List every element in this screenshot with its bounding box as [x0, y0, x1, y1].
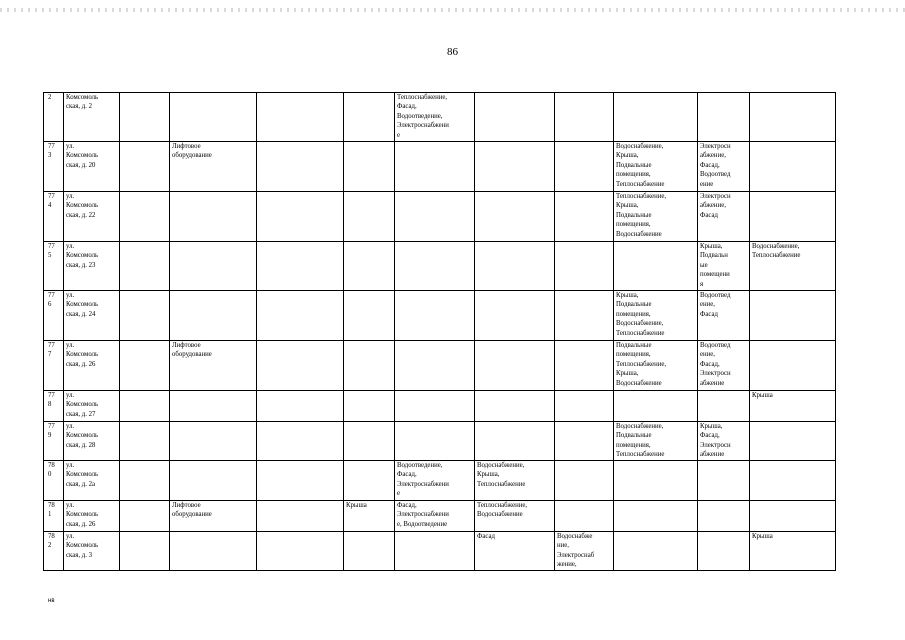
address-cell: ул. Комсомоль ская, д. 22 [64, 192, 120, 242]
work-type-cell [120, 341, 170, 391]
work-type-cell [614, 501, 698, 532]
work-type-cell: Водоснабжение, Подвальные помещения, Теплоснабжение [614, 422, 698, 461]
scan-artifact-line [0, 8, 905, 12]
work-type-cell [614, 532, 698, 571]
work-type-cell [170, 391, 257, 422]
work-type-cell: Теплоснабжение, Водоснабжение [475, 501, 555, 532]
work-type-cell [750, 422, 836, 461]
work-type-cell: Водоотвед ение, Фасад [698, 291, 750, 341]
address-cell: ул. Комсомоль ская, д. 24 [64, 291, 120, 341]
work-type-cell [120, 391, 170, 422]
work-type-cell [614, 391, 698, 422]
works-table [43, 92, 836, 571]
address-cell: ул. Комсомоль ская, д. 3 [64, 532, 120, 571]
address-cell: ул. Комсомоль ская, д. 26 [64, 341, 120, 391]
work-type-cell [344, 422, 395, 461]
work-type-cell [120, 242, 170, 291]
work-type-cell [344, 142, 395, 192]
work-type-cell [555, 461, 614, 501]
table-row [44, 461, 836, 501]
work-type-cell [475, 391, 555, 422]
work-type-cell [555, 192, 614, 242]
work-type-cell [614, 242, 698, 291]
work-type-cell [555, 291, 614, 341]
work-type-cell: Крыша, Фасад, Электросн абжение [698, 422, 750, 461]
work-type-cell: Лифтовое оборудование [170, 142, 257, 192]
work-type-cell [170, 93, 257, 142]
row-number-cell: 77 8 [44, 391, 64, 422]
work-type-cell [750, 291, 836, 341]
work-type-cell [614, 93, 698, 142]
row-number-cell: 77 3 [44, 142, 64, 192]
table-row [44, 291, 836, 341]
row-number-cell: 77 9 [44, 422, 64, 461]
work-type-cell: Крыша [750, 391, 836, 422]
table-row [44, 192, 836, 242]
work-type-cell: Теплоснабжение, Фасад, Водоотведение, Электроснабжени е [395, 93, 475, 142]
work-type-cell [395, 391, 475, 422]
work-type-cell [475, 242, 555, 291]
work-type-cell [750, 93, 836, 142]
work-type-cell: Лифтовое оборудование [170, 501, 257, 532]
row-number-cell: 2 [44, 93, 64, 142]
work-type-cell [344, 242, 395, 291]
row-number-cell: 78 0 [44, 461, 64, 501]
work-type-cell: Крыша, Подвальные помещения, Водоснабжение, Теплоснабжение [614, 291, 698, 341]
work-type-cell: Крыша, Подвальн ые помещени я [698, 242, 750, 291]
work-type-cell [344, 461, 395, 501]
work-type-cell [750, 192, 836, 242]
table-row [44, 93, 836, 142]
work-type-cell [395, 422, 475, 461]
work-type-cell [395, 242, 475, 291]
work-type-cell [120, 501, 170, 532]
work-type-cell [170, 422, 257, 461]
work-type-cell [475, 422, 555, 461]
work-type-cell [475, 341, 555, 391]
work-type-cell [698, 461, 750, 501]
table-row [44, 422, 836, 461]
work-type-cell: Теплоснабжение, Крыша, Подвальные помещения, Водоснабжение [614, 192, 698, 242]
work-type-cell [257, 142, 344, 192]
work-type-cell [120, 422, 170, 461]
work-type-cell [120, 142, 170, 192]
work-type-cell: Водоснабжение, Крыша, Теплоснабжение [475, 461, 555, 501]
work-type-cell [344, 341, 395, 391]
work-type-cell: Лифтовое оборудование [170, 341, 257, 391]
page-number: 86 [447, 46, 458, 58]
work-type-cell [555, 501, 614, 532]
work-type-cell [750, 142, 836, 192]
work-type-cell [555, 242, 614, 291]
work-type-cell: Электросн абжение, Фасад [698, 192, 750, 242]
work-type-cell [344, 391, 395, 422]
work-type-cell [257, 501, 344, 532]
row-number-cell: 78 2 [44, 532, 64, 571]
work-type-cell: Фасад, Электроснабжени е, Водоотведение [395, 501, 475, 532]
address-cell: ул. Комсомоль ская, д. 23 [64, 242, 120, 291]
work-type-cell [475, 291, 555, 341]
work-type-cell [257, 422, 344, 461]
work-type-cell [750, 341, 836, 391]
address-cell: ул. Комсомоль ская, д. 20 [64, 142, 120, 192]
work-type-cell: Водоснабжение, Теплоснабжение [750, 242, 836, 291]
work-type-cell [698, 391, 750, 422]
work-type-cell [257, 242, 344, 291]
work-type-cell [120, 93, 170, 142]
row-number-cell: 77 5 [44, 242, 64, 291]
work-type-cell [257, 192, 344, 242]
work-type-cell [120, 461, 170, 501]
work-type-cell: Водоотведение, Фасад, Электроснабжени е [395, 461, 475, 501]
work-type-cell [395, 341, 475, 391]
work-type-cell [750, 461, 836, 501]
work-type-cell: Водоотвед ение, Фасад, Электросн абжение [698, 341, 750, 391]
address-cell: Комсомоль ская, д. 2 [64, 93, 120, 142]
work-type-cell [475, 192, 555, 242]
work-type-cell [698, 532, 750, 571]
work-type-cell [395, 291, 475, 341]
work-type-cell: Водоснабже ние, Электроснаб жение, [555, 532, 614, 571]
work-type-cell [555, 93, 614, 142]
work-type-cell [257, 93, 344, 142]
work-type-cell [257, 532, 344, 571]
work-type-cell [344, 532, 395, 571]
work-type-cell: Крыша [344, 501, 395, 532]
work-type-cell [614, 461, 698, 501]
address-cell: ул. Комсомоль ская, д. 27 [64, 391, 120, 422]
work-type-cell [170, 291, 257, 341]
work-type-cell [698, 501, 750, 532]
work-type-cell [170, 242, 257, 291]
work-type-cell [395, 532, 475, 571]
work-type-cell [750, 501, 836, 532]
work-type-cell [555, 422, 614, 461]
table-row [44, 532, 836, 571]
work-type-cell [257, 341, 344, 391]
work-type-cell: Подвальные помещения, Теплоснабжение, Крыша, Водоснабжение [614, 341, 698, 391]
work-type-cell [475, 93, 555, 142]
table-row [44, 501, 836, 532]
work-type-cell [344, 93, 395, 142]
work-type-cell [120, 192, 170, 242]
address-cell: ул. Комсомоль ская, д. 28 [64, 422, 120, 461]
row-number-cell: 77 7 [44, 341, 64, 391]
work-type-cell: Фасад [475, 532, 555, 571]
work-type-cell [698, 93, 750, 142]
work-type-cell [170, 192, 257, 242]
footer-mark: нв [48, 598, 55, 604]
work-type-cell [344, 192, 395, 242]
work-type-cell: Водоснабжение, Крыша, Подвальные помещения, Теплоснабжение [614, 142, 698, 192]
work-type-cell [257, 291, 344, 341]
work-type-cell: Электросн абжение, Фасад, Водоотвед ение [698, 142, 750, 192]
address-cell: ул. Комсомоль ская, д. 2а [64, 461, 120, 501]
work-type-cell [555, 391, 614, 422]
address-cell: ул. Комсомоль ская, д. 26 [64, 501, 120, 532]
row-number-cell: 77 4 [44, 192, 64, 242]
work-type-cell [120, 291, 170, 341]
work-type-cell [170, 532, 257, 571]
work-type-cell: Крыша [750, 532, 836, 571]
work-type-cell [170, 461, 257, 501]
work-type-cell [344, 291, 395, 341]
table-row [44, 242, 836, 291]
row-number-cell: 77 6 [44, 291, 64, 341]
work-type-cell [555, 341, 614, 391]
table-row [44, 142, 836, 192]
table-row [44, 391, 836, 422]
work-type-cell [395, 192, 475, 242]
table-row [44, 341, 836, 391]
work-type-cell [257, 461, 344, 501]
work-type-cell [257, 391, 344, 422]
table-body [44, 93, 836, 571]
work-type-cell [395, 142, 475, 192]
work-type-cell [555, 142, 614, 192]
work-type-cell [120, 532, 170, 571]
row-number-cell: 78 1 [44, 501, 64, 532]
work-type-cell [475, 142, 555, 192]
